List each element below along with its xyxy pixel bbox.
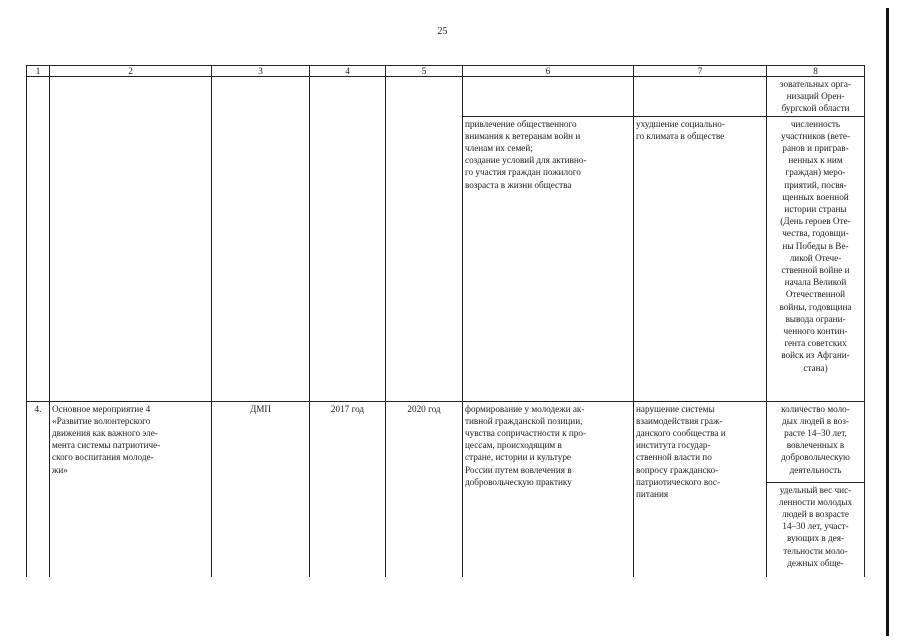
header-cell-5: 5 xyxy=(386,66,463,77)
table-row xyxy=(27,401,865,482)
row4-start-year: 2017 год xyxy=(310,401,386,577)
cont-cell-6-top xyxy=(463,77,634,117)
cont-cell-3 xyxy=(212,77,310,402)
header-cell-7: 7 xyxy=(634,66,767,77)
cont-cell-2 xyxy=(50,77,212,402)
cont-result-cell: привлечение общественного внимания к ветеранам войн и членам их семей; создание условий для активно- го участия граждан пожилого возраста в жизни общества xyxy=(463,116,634,401)
row4-expected-result: формирование у молодежи ак- тивной гражданской позиции, чувства сопричастности к про- цессам, происходящим в стране, истории и культуре России путем вовлечения в добровольческую практику xyxy=(463,401,634,577)
row4-activity-name: Основное мероприятие 4 «Развитие волонтерского движения как важного эле- мента системы патриотиче- ского воспитания молоде- жи» xyxy=(50,401,212,577)
continuation-row-a xyxy=(27,77,865,117)
header-cell-8: 8 xyxy=(767,66,865,77)
cont-cell-7-top xyxy=(634,77,767,117)
row4-indicator-1: количество моло- дых людей в воз- расте 14–30 лет, вовлеченных в добровольческую деятельность xyxy=(767,401,865,482)
header-cell-3: 3 xyxy=(212,66,310,77)
header-cell-2: 2 xyxy=(50,66,212,77)
header-row xyxy=(27,66,865,77)
row4-indicator-2: удельный вес чис- ленности молодых людей в возрасте 14–30 лет, участ- вующих в дея- тельности моло- дежных обще- xyxy=(767,482,865,577)
program-table xyxy=(26,65,865,577)
cont-risk-cell: ухудшение социально- го климата в обществе xyxy=(634,116,767,401)
cont-cell-4 xyxy=(310,77,386,402)
header-cell-6: 6 xyxy=(463,66,634,77)
header-cell-1: 1 xyxy=(27,66,50,77)
cont-cell-5 xyxy=(386,77,463,402)
scan-edge-bar xyxy=(886,8,889,636)
row4-executor: ДМП xyxy=(212,401,310,577)
page-number: 25 xyxy=(437,26,448,37)
row4-end-year: 2020 год xyxy=(386,401,463,577)
cont-indicator-cell: численность участников (вете- ранов и приграв- ненных к ним граждан) меро- приятий, посвя- щенных военной истории страны (День героев Оте- чества, годовщи- ны Победы в Ве- ликой Отече- ственной войне и начала Великой Отечественной войны, годовщина вывода ограни- ченного контин- гента советских войск из Афгани- стана) xyxy=(767,116,865,401)
cont-cell-1 xyxy=(27,77,50,402)
cont-cell-8-top: зовательных орга- низаций Орен- бургской области xyxy=(767,77,865,117)
header-cell-4: 4 xyxy=(310,66,386,77)
row4-risk: нарушение системы взаимодействия граж- данского сообщества и института государ- ственной власти по вопросу гражданско- патриотического вос- питания xyxy=(634,401,767,577)
row4-number: 4. xyxy=(27,401,50,577)
